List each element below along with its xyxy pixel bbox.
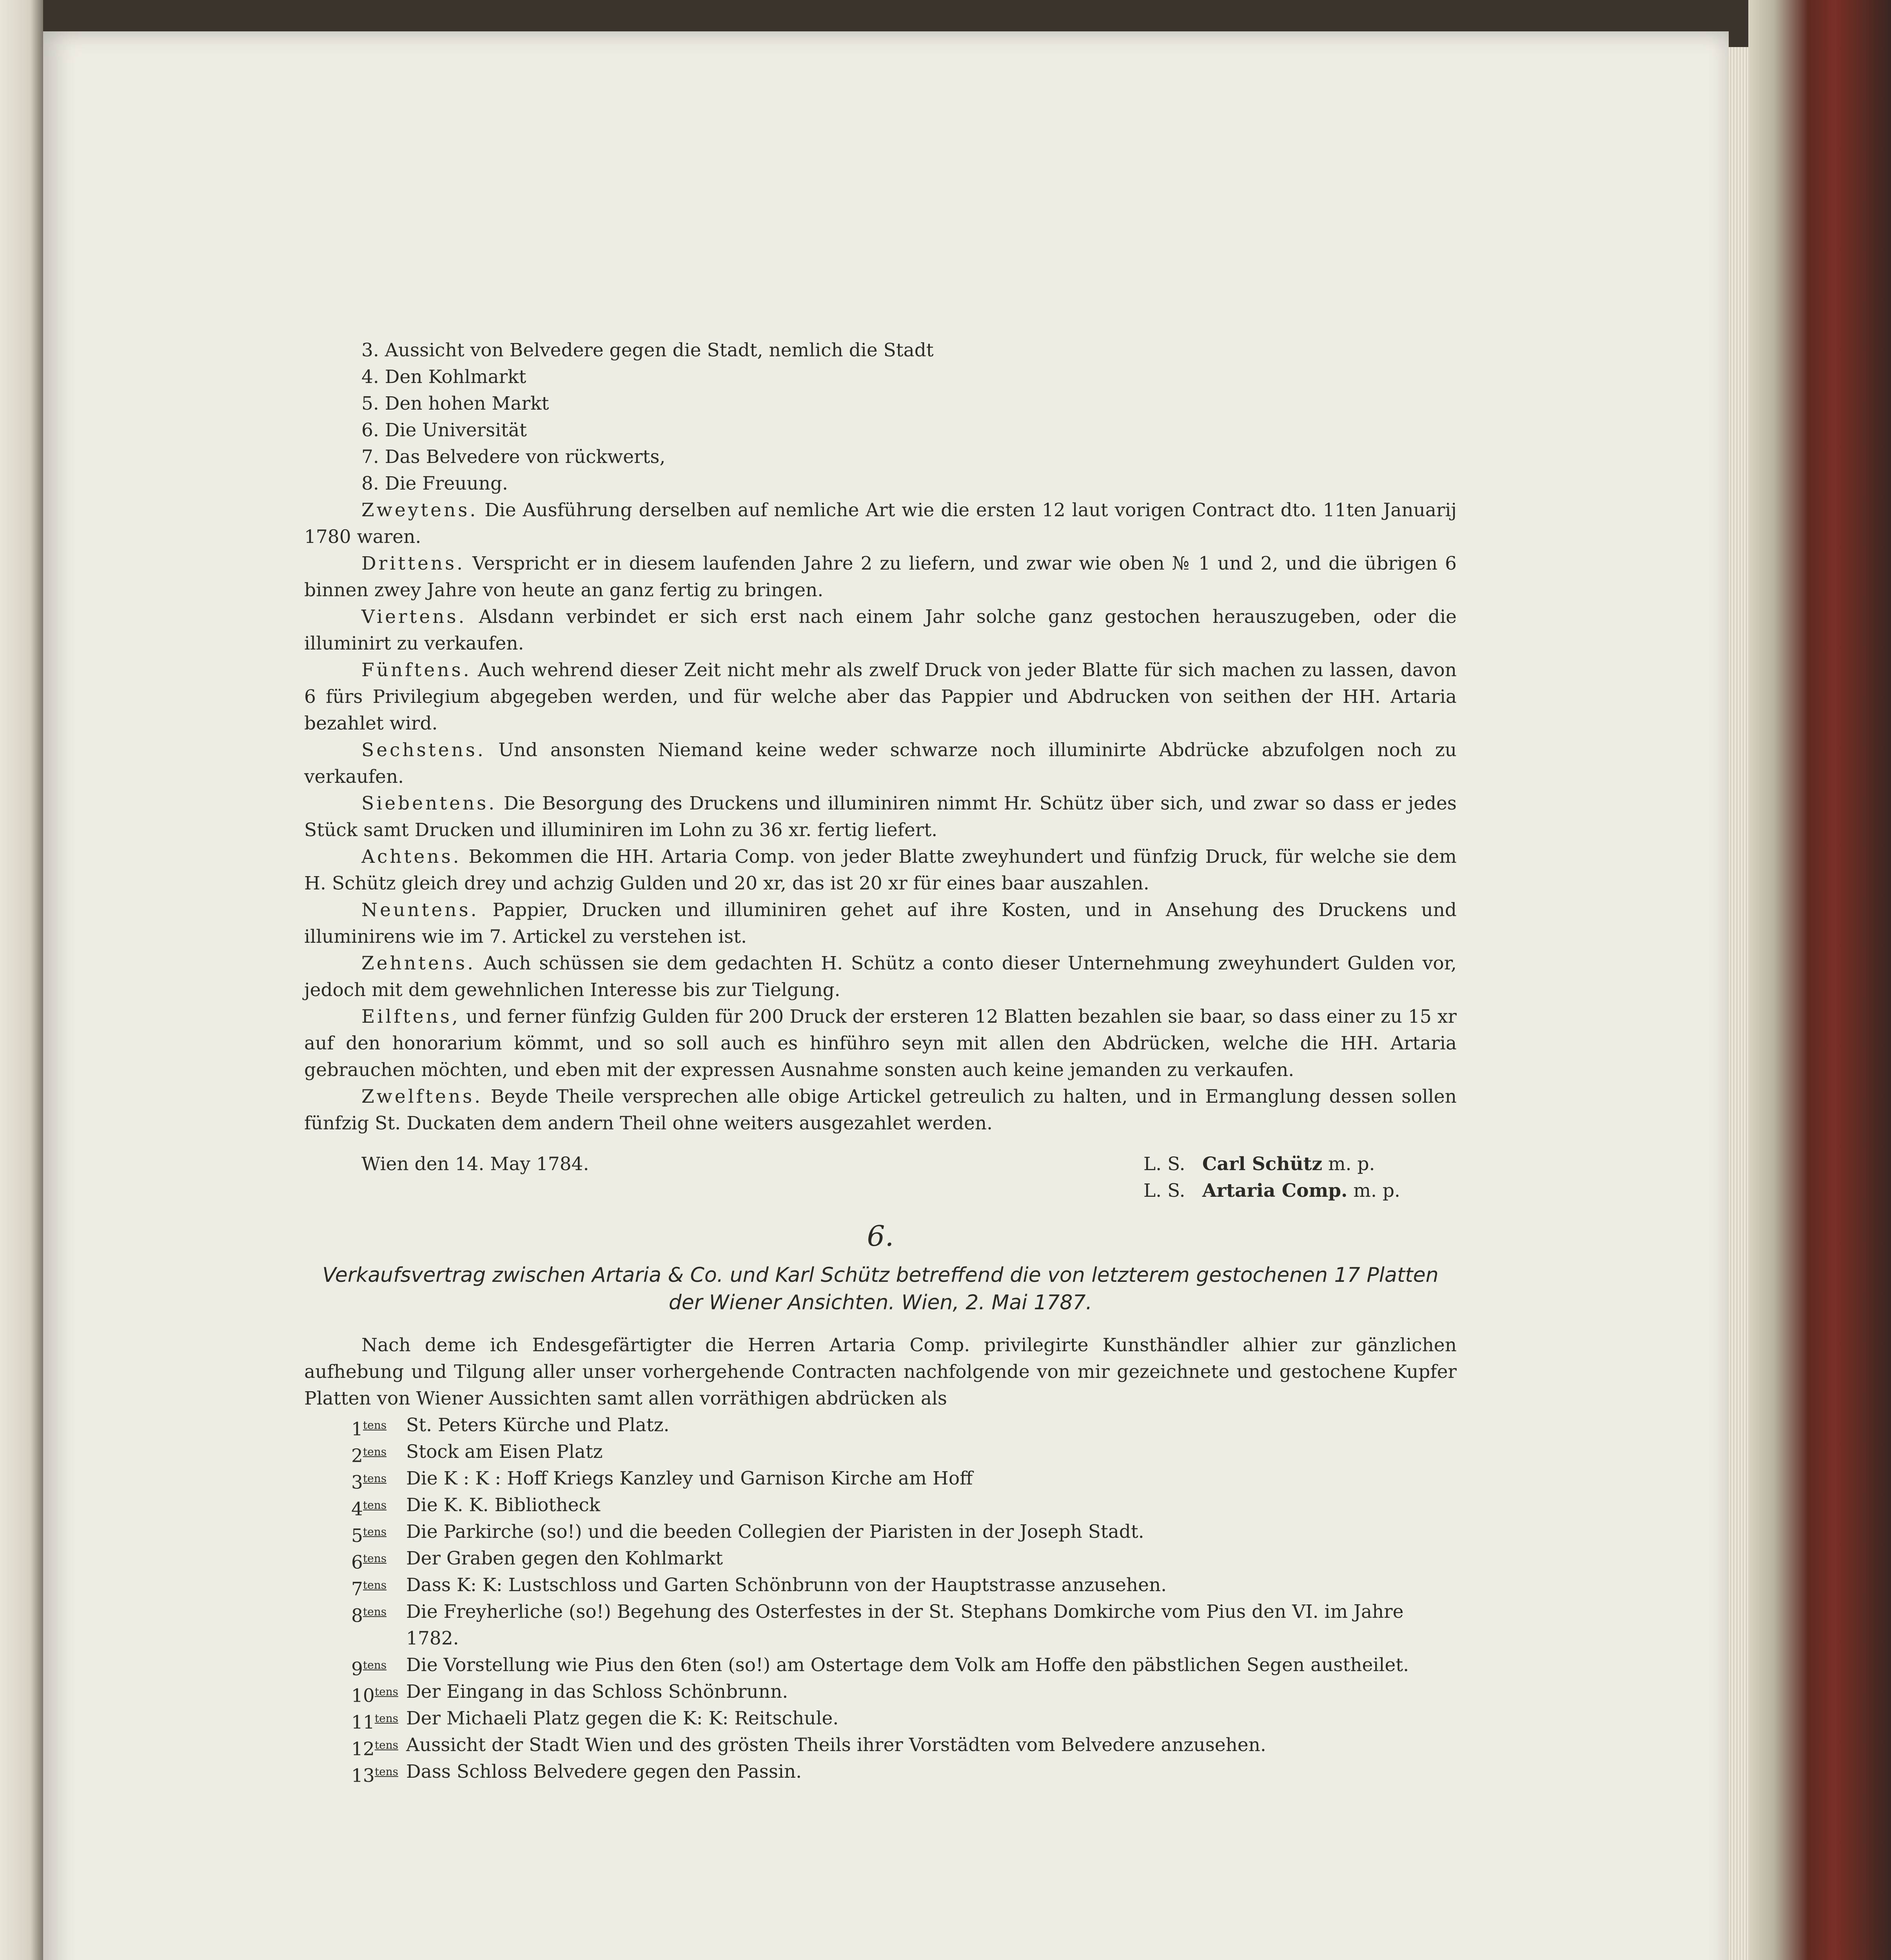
plate-number: $10^{tens}$ xyxy=(351,1685,399,1707)
plate-number: $5^{tens}$ xyxy=(351,1525,387,1547)
plate-item xyxy=(304,1412,1457,1439)
plate-text: Die Parkirche (so!) und die beeden Collegien der Piaristen in der Joseph Stadt. xyxy=(406,1521,1144,1543)
plate-text: Dass Schloss Belvedere gegen den Passin. xyxy=(406,1761,802,1782)
article-text: Die Besorgung des Druckens und illuminiren nimmt Hr. Schütz über sich, und zwar so dass er jedes Stück samt Drucken und illuminiren im Lohn zu 36 xr. fertig liefert. xyxy=(304,793,1457,841)
article-label: Achtens. xyxy=(361,846,461,867)
article-text: Alsdann verbindet er sich erst nach einem Jahr solche ganz gestochen herauszugeben, oder die illuminirt zu verkaufen. xyxy=(304,606,1457,654)
plate-number: $3^{tens}$ xyxy=(351,1472,387,1494)
plate-item xyxy=(304,1705,1457,1732)
plate-text: Die Vorstellung wie Pius den 6ten (so!) am Ostertage dem Volk am Hoffe den päbstlichen Segen austheilet. xyxy=(406,1654,1409,1676)
plate-item xyxy=(304,1572,1457,1599)
plate-item xyxy=(304,1465,1457,1492)
article-text: Auch wehrend dieser Zeit nicht mehr als zwelf Druck von jeder Blatte für sich machen zu lassen, davon 6 fürs Privilegium abgegeben werden, und für welche aber das Pappier und Abdrucken von seithen der HH. Artaria bezahlet wird. xyxy=(304,659,1457,734)
article-paragraph xyxy=(304,550,1457,604)
article-label: Eilftens, xyxy=(361,1006,460,1027)
plate-text: Die Freyherliche (so!) Begehung des Osterfestes in der St. Stephans Domkirche vom Pius den VI. im Jahre 1782. xyxy=(406,1601,1404,1649)
section-title-line: der Wiener Ansichten. Wien, 2. Mai 1787. xyxy=(668,1291,1092,1314)
plate-number: $6^{tens}$ xyxy=(351,1552,387,1573)
plate-text: Stock am Eisen Platz xyxy=(406,1441,603,1463)
plate-number: $12^{tens}$ xyxy=(351,1738,399,1760)
plate-item xyxy=(304,1652,1457,1679)
article-label: Neuntens. xyxy=(361,899,479,921)
book-cover-edge xyxy=(1748,0,1891,1960)
plate-number: $9^{tens}$ xyxy=(351,1658,387,1680)
article-text: Die Ausführung derselben auf nemliche Art wie die ersten 12 laut vorigen Contract dto. 11ten Januarij 1780 waren. xyxy=(304,499,1457,548)
plate-item xyxy=(304,1599,1457,1652)
article-text: Und ansonsten Niemand keine weder schwarze noch illuminirte Abdrücke abzufolgen noch zu verkaufen. xyxy=(304,739,1457,788)
article-paragraph xyxy=(304,897,1457,950)
plate-number: $13^{tens}$ xyxy=(351,1765,399,1787)
plate-number: $2^{tens}$ xyxy=(351,1445,387,1467)
plate-item xyxy=(304,1439,1457,1465)
list-item: 5. Den hohen Markt xyxy=(361,393,549,414)
article-text: Auch schüssen sie dem gedachten H. Schütz a conto dieser Unternehmung zweyhundert Gulden vor, jedoch mit dem gewehnlichen Interesse bis zur Tielgung. xyxy=(304,953,1457,1001)
article-label: Sechstens. xyxy=(361,739,486,761)
section-title-line: Verkaufsvertrag zwischen Artaria & Co. und Karl Schütz betreffend die von letzterem gestochenen 17 Platten xyxy=(322,1263,1439,1287)
list-item: 6. Die Universität xyxy=(361,419,527,441)
list-item: 3. Aussicht von Belvedere gegen die Stadt, nemlich die Stadt xyxy=(361,339,934,361)
plate-text: Aussicht der Stadt Wien und des grösten Theils ihrer Vorstädten vom Belvedere anzusehen. xyxy=(406,1734,1266,1756)
article-label: Drittens. xyxy=(361,553,465,574)
plate-number: $7^{tens}$ xyxy=(351,1578,387,1600)
article-paragraph xyxy=(304,790,1457,844)
article-paragraph xyxy=(304,844,1457,897)
articles xyxy=(304,497,1457,1137)
locus-sigilli: L. S. xyxy=(1143,1180,1185,1201)
article-paragraph xyxy=(304,1083,1457,1137)
manu-propria: m. p. xyxy=(1328,1153,1375,1175)
plate-number: $8^{tens}$ xyxy=(351,1605,387,1627)
article-label: Zweytens. xyxy=(361,499,478,521)
article-label: Fünftens. xyxy=(361,659,472,681)
plate-text: Der Graben gegen den Kohlmarkt xyxy=(406,1548,723,1569)
article-paragraph xyxy=(304,497,1457,550)
plate-item xyxy=(304,1545,1457,1572)
article-paragraph xyxy=(304,1004,1457,1083)
article-label: Zwelftens. xyxy=(361,1086,483,1107)
plate-text: Dass K: K: Lustschloss und Garten Schönbrunn von der Hauptstrasse anzusehen. xyxy=(406,1574,1167,1596)
page-content xyxy=(304,337,1457,1785)
article-text: Pappier, Drucken und illuminiren gehet auf ihre Kosten, und in Ansehung des Druckens und illuminirens wie im 7. Artickel zu verstehen ist. xyxy=(304,899,1457,947)
signatory-name: Carl Schütz xyxy=(1202,1153,1323,1175)
article-text: und ferner fünfzig Gulden für 200 Druck der ersteren 12 Blatten bezahlen sie baar, so dass einer zu 15 xr auf den honorarium kömmt, und so soll auch es hinführo seyn mit allen den Abdrücken, welche die HH. Artaria gebrauchen möchten, und eben mit der expressen Ausnahme sonsten auch keine jemanden zu verkaufen. xyxy=(304,1006,1457,1081)
article-label: Viertens. xyxy=(361,606,467,628)
article-label: Zehntens. xyxy=(361,953,476,974)
list-top xyxy=(304,337,1457,497)
plate-text: St. Peters Kürche und Platz. xyxy=(406,1414,670,1436)
plate-number: $1^{tens}$ xyxy=(351,1418,387,1440)
article-label: Siebentens. xyxy=(361,793,497,814)
left-page-edge xyxy=(0,0,43,1960)
signatory-name: Artaria Comp. xyxy=(1202,1180,1348,1201)
plate-number: $11^{tens}$ xyxy=(351,1711,399,1733)
plate-text: Die K : K : Hoff Kriegs Kanzley und Garnison Kirche am Hoff xyxy=(406,1468,973,1489)
book-page xyxy=(43,31,1729,1960)
intro-paragraph: Nach deme ich Endesgefärtigter die Herren Artaria Comp. privilegirte Kunsthändler alhier zur gänzlichen aufhebung und Tilgung aller unser vorhergehende Contracten nachfolgende von mir gezeichnete und gestochene Kupfer Platten von Wiener Aussichten samt allen vorräthigen abdrücken als xyxy=(304,1334,1457,1409)
plate-text: Der Michaeli Platz gegen die K: K: Reitschule. xyxy=(406,1708,839,1729)
plates-list xyxy=(304,1412,1457,1785)
plate-item xyxy=(304,1679,1457,1705)
article-text: Verspricht er in diesem laufenden Jahre 2 zu liefern, und zwar wie oben № 1 und 2, und die übrigen 6 binnen zwey Jahre von heute an ganz fertig zu bringen. xyxy=(304,553,1457,601)
list-item: 4. Den Kohlmarkt xyxy=(361,366,526,388)
article-paragraph xyxy=(304,657,1457,737)
section-title xyxy=(304,1261,1457,1316)
signature-row-2 xyxy=(304,1178,1457,1204)
plate-item xyxy=(304,1732,1457,1759)
section-number: 6. xyxy=(867,1220,894,1252)
article-text: Beyde Theile versprechen alle obige Artickel getreulich zu halten, und in Ermanglung dessen sollen fünfzig St. Duckaten dem andern Theil ohne weiters ausgezahlet werden. xyxy=(304,1086,1457,1134)
plate-text: Der Eingang in das Schloss Schönbrunn. xyxy=(406,1681,788,1702)
article-paragraph xyxy=(304,737,1457,790)
article-paragraph xyxy=(304,604,1457,657)
place-date: Wien den 14. May 1784. xyxy=(361,1153,589,1175)
plate-item xyxy=(304,1492,1457,1519)
locus-sigilli: L. S. xyxy=(1143,1153,1185,1175)
signature-row-1 xyxy=(304,1151,1457,1178)
plate-text: Die K. K. Bibliotheck xyxy=(406,1494,601,1516)
list-item: 8. Die Freuung. xyxy=(361,473,508,494)
plate-item xyxy=(304,1759,1457,1785)
plate-number: $4^{tens}$ xyxy=(351,1498,387,1520)
manu-propria: m. p. xyxy=(1353,1180,1400,1201)
plate-item xyxy=(304,1519,1457,1545)
list-item: 7. Das Belvedere von rückwerts, xyxy=(361,446,666,468)
article-text: Bekommen die HH. Artaria Comp. von jeder Blatte zweyhundert und fünfzig Druck, für welche sie dem H. Schütz gleich drey und achzig Gulden und 20 xr, das ist 20 xr für eines baar auszahlen. xyxy=(304,846,1457,894)
article-paragraph xyxy=(304,950,1457,1004)
